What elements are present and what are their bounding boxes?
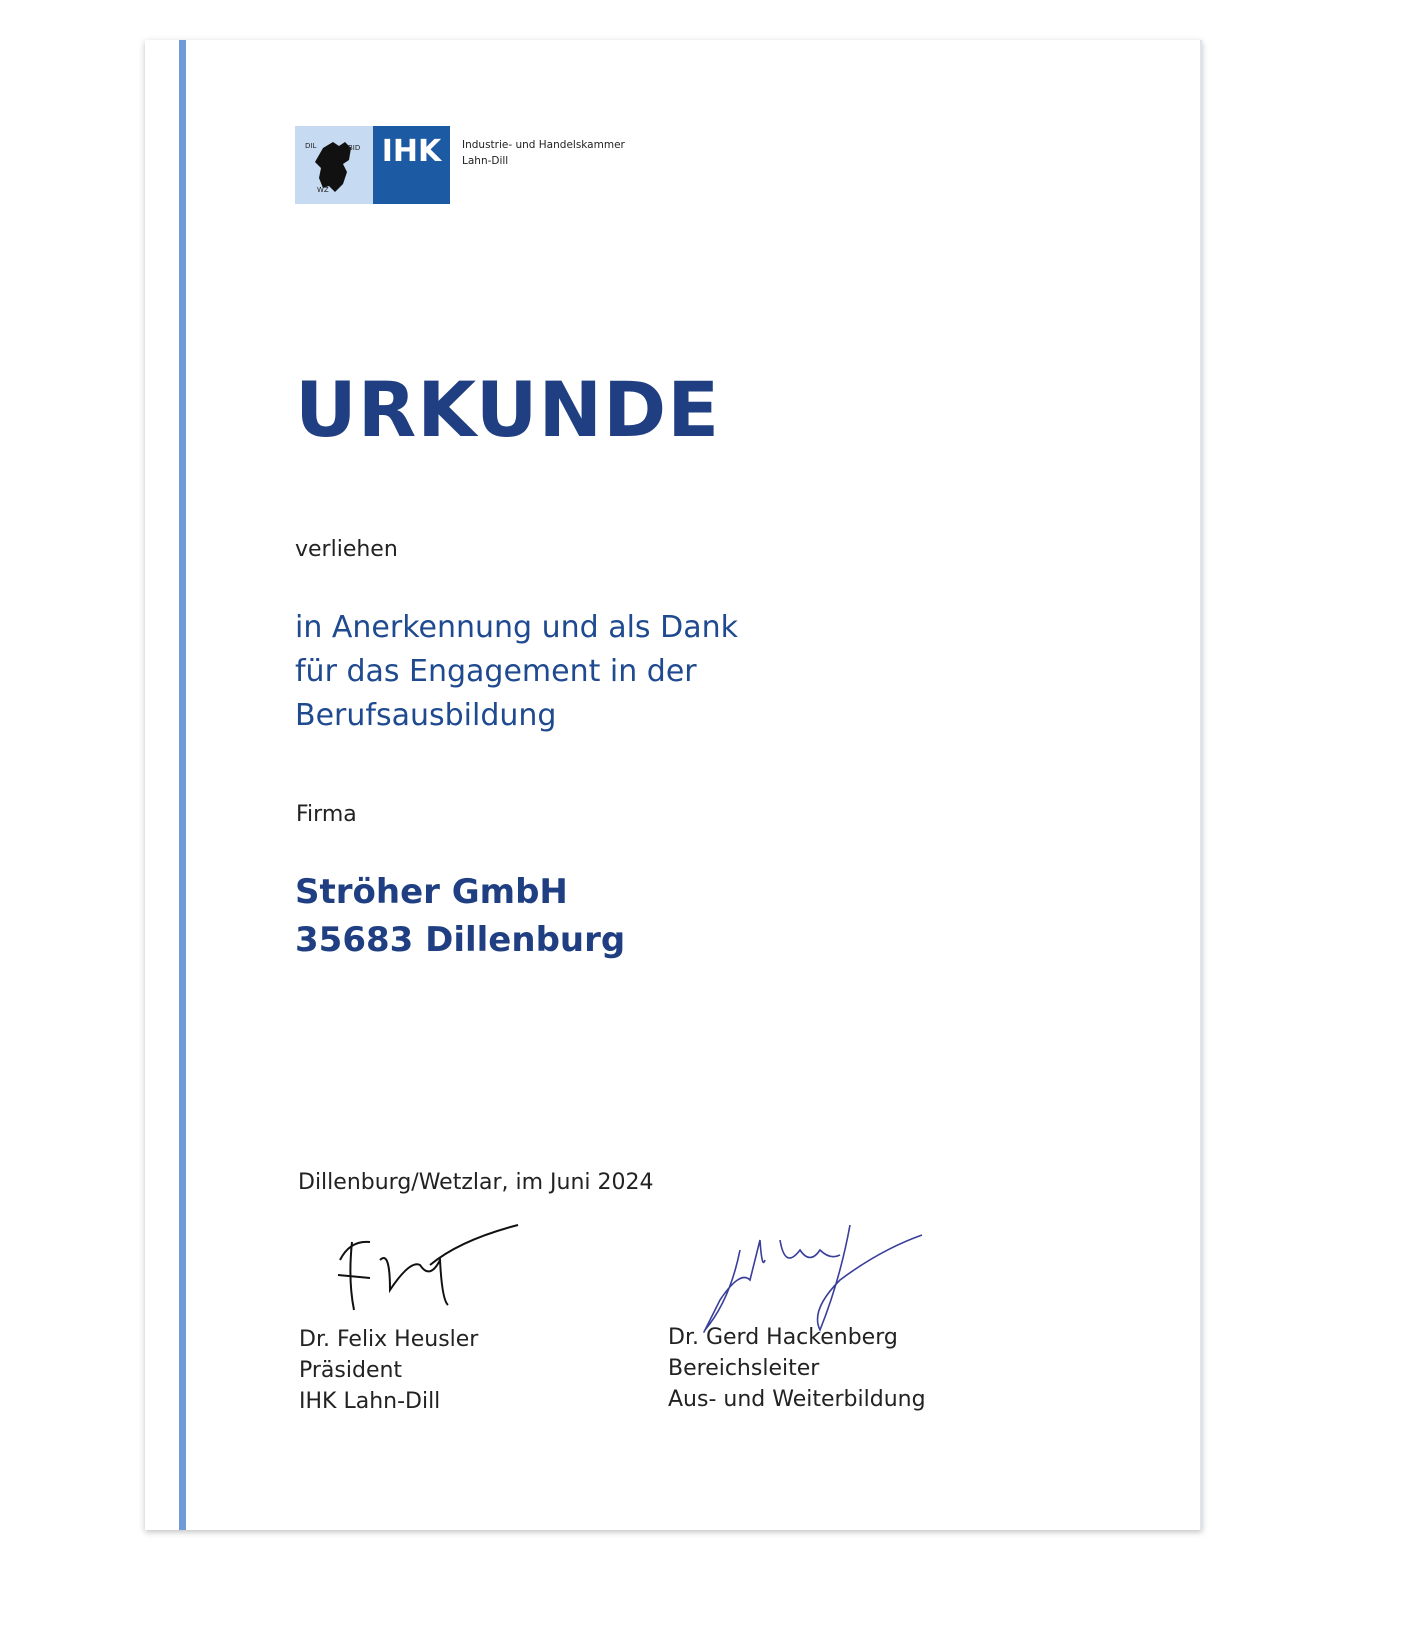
signatory-name: Dr. Gerd Hackenberg — [668, 1325, 898, 1350]
certificate-page — [145, 40, 1202, 1530]
org-line1: Industrie- und Handelskammer — [462, 139, 625, 151]
company-label: Firma — [296, 802, 357, 827]
ihk-mark: IHK — [373, 126, 450, 204]
signatory-left — [299, 1324, 478, 1417]
side-stripe — [179, 40, 186, 1530]
reason-line: Berufsausbildung — [295, 698, 557, 733]
svg-text:DIL: DIL — [305, 142, 317, 150]
certificate-title: URKUNDE — [295, 365, 721, 454]
region-map-icon — [295, 126, 373, 204]
signature-heusler — [330, 1220, 520, 1315]
svg-text:BID: BID — [348, 144, 361, 152]
awarded-label: verliehen — [295, 537, 398, 562]
signatory-org: Aus- und Weiterbildung — [668, 1387, 926, 1412]
org-name — [462, 137, 625, 169]
reason-line: in Anerkennung und als Dank — [295, 610, 738, 645]
signatory-right — [668, 1322, 926, 1415]
company-block — [295, 868, 625, 964]
place-date: Dillenburg/Wetzlar, im Juni 2024 — [298, 1170, 654, 1195]
ihk-logo — [295, 126, 450, 204]
signatory-org: IHK Lahn-Dill — [299, 1389, 441, 1414]
signatory-name: Dr. Felix Heusler — [299, 1327, 479, 1352]
company-city: 35683 Dillenburg — [295, 920, 626, 960]
company-name: Ströher GmbH — [295, 872, 568, 912]
reason-text — [295, 606, 738, 738]
reason-line: für das Engagement in der — [295, 654, 697, 689]
svg-text:WZ: WZ — [317, 186, 329, 194]
signatory-role: Bereichsleiter — [668, 1356, 820, 1381]
org-line2: Lahn-Dill — [462, 155, 509, 167]
signatory-role: Präsident — [299, 1358, 403, 1383]
